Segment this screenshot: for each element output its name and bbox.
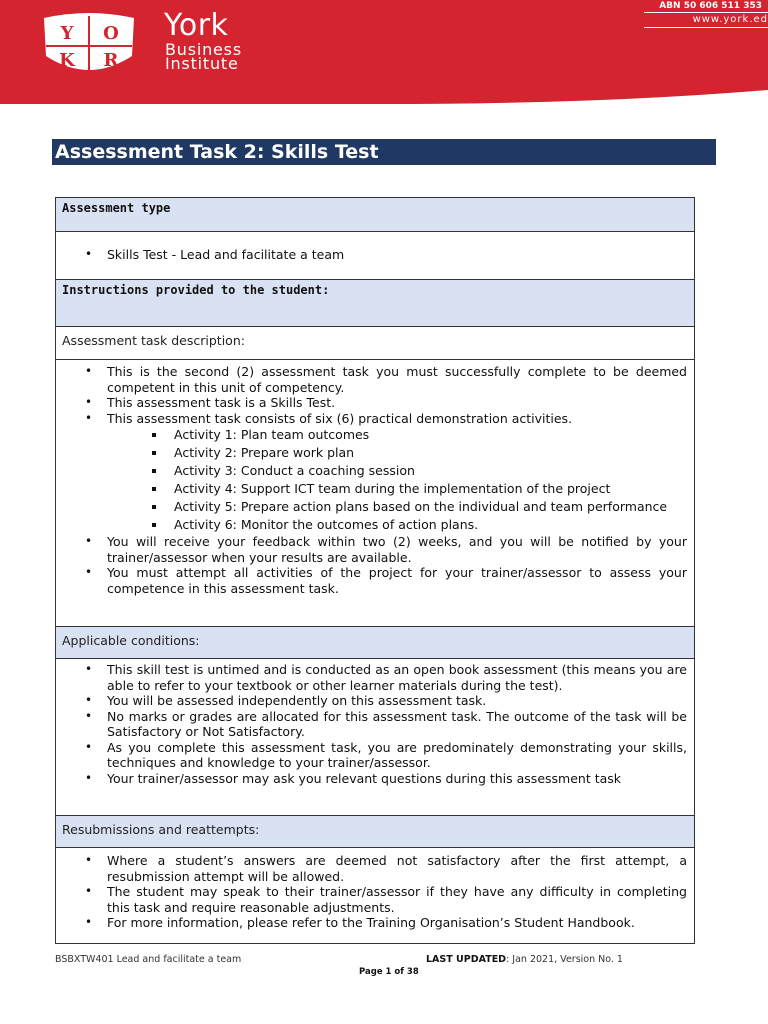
header-rule-top [644, 12, 768, 13]
square-bullet-icon [152, 505, 156, 509]
activity-item: Activity 2: Prepare work plan [56, 444, 694, 462]
bullet-icon: • [85, 884, 93, 898]
page-title: Assessment Task 2: Skills Test [52, 139, 716, 165]
description-label: Assessment task description: [62, 333, 245, 348]
activity-item: Activity 3: Conduct a coaching session [56, 462, 694, 480]
resubmissions-row [56, 847, 694, 943]
square-bullet-icon [152, 469, 156, 473]
activity-item: Activity 1: Plan team outcomes [56, 426, 694, 444]
list-item: • Skills Test - Lead and facilitate a team [85, 247, 345, 262]
list-item: • Your trainer/assessor may ask you relevant questions during this assessment task [85, 770, 622, 786]
footer-updated-label: LAST UPDATED [426, 954, 507, 965]
list-item: • This is the second (2) assessment task you must successfully complete to be deemed competent in this unit of competency. [85, 364, 687, 395]
brand-subtitle-2: Institute [165, 54, 239, 73]
assessment-type-heading: Assessment type [62, 201, 171, 215]
conditions-row [56, 658, 694, 815]
footer-page-number: Page 1 of 38 [359, 967, 419, 977]
bullet-icon: • [85, 708, 93, 723]
activity-item: Activity 5: Prepare action plans based on the individual and team performance [56, 498, 694, 516]
description-row [56, 359, 694, 626]
footer-updated [426, 954, 623, 965]
square-bullet-icon [152, 523, 156, 527]
assessment-type-row [56, 231, 694, 279]
list-item: • This skill test is untimed and is conducted as an open book assessment (this means you are able to refer to your textbook or other learner materials during the test). [85, 662, 687, 693]
bullet-icon: • [85, 534, 93, 548]
bullet-icon: • [85, 662, 93, 676]
resubmissions-label: Resubmissions and reattempts: [62, 822, 260, 837]
bullet-icon: • [85, 853, 93, 867]
instructions-header-row [56, 279, 694, 326]
footer-unit: BSBXTW401 Lead and facilitate a team [55, 954, 242, 965]
abn-number: ABN 50 606 511 353 [659, 1, 762, 11]
bullet-icon: • [85, 247, 93, 261]
square-bullet-icon [152, 433, 156, 437]
activity-item: Activity 6: Monitor the outcomes of action plans. [56, 516, 694, 534]
list-item: • This assessment task is a Skills Test. [85, 395, 336, 410]
description-label-row [56, 326, 694, 359]
list-item: • As you complete this assessment task, you are predominately demonstrating your skills, techniques and knowledge to your trainer/assessor. [85, 739, 687, 770]
brand-subtitle-1: Business [165, 40, 242, 59]
list-item: • Where a student’s answers are deemed not satisfactory after the first attempt, a resubmission attempt will be allowed. [85, 853, 687, 884]
bullet-icon: • [85, 565, 93, 579]
list-item: • You must attempt all activities of the project for your trainer/assessor to assess your competence in this assessment task. [85, 565, 687, 596]
conditions-label: Applicable conditions: [62, 633, 200, 648]
list-item: • This assessment task consists of six (6) practical demonstration activities. [85, 410, 573, 426]
logo-letter-o: O [103, 23, 119, 44]
brand-name: York [164, 8, 229, 43]
bullet-icon: • [85, 693, 93, 707]
logo-letter-r: R [103, 50, 119, 71]
list-item: • For more information, please refer to the Training Organisation’s Student Handbook. [85, 915, 635, 930]
square-bullet-icon [152, 451, 156, 455]
assessment-type-header-row [56, 198, 694, 231]
bullet-icon: • [85, 364, 93, 378]
resubmissions-label-row [56, 815, 694, 847]
square-bullet-icon [152, 487, 156, 491]
list-item: • No marks or grades are allocated for this assessment task. The outcome of the task will be Satisfactory or Not Satisfactory. [85, 708, 687, 739]
activity-item: Activity 4: Support ICT team during the implementation of the project [56, 480, 694, 498]
bullet-icon: • [85, 410, 93, 425]
bullet-icon: • [85, 395, 93, 409]
header-rule-bottom [644, 27, 768, 28]
conditions-label-row [56, 626, 694, 658]
logo-shield-icon [40, 12, 138, 78]
logo-letter-k: K [59, 50, 75, 71]
list-item: • You will receive your feedback within two (2) weeks, and you will be notified by your trainer/assessor when your results are available. [85, 534, 687, 565]
footer-updated-value: : Jan 2021, Version No. 1 [506, 954, 623, 965]
bullet-icon: • [85, 770, 93, 785]
bullet-icon: • [85, 915, 93, 929]
bullet-icon: • [85, 739, 93, 754]
instructions-heading: Instructions provided to the student: [62, 283, 330, 297]
list-item: • The student may speak to their trainer/assessor if they have any difficulty in completing this task and require reasonable adjustments. [85, 884, 687, 915]
website-link[interactable]: www.york.ed [692, 14, 768, 25]
logo-letter-y: Y [60, 23, 74, 44]
list-item: • You will be assessed independently on this assessment task. [85, 693, 487, 708]
assessment-table [55, 197, 695, 944]
